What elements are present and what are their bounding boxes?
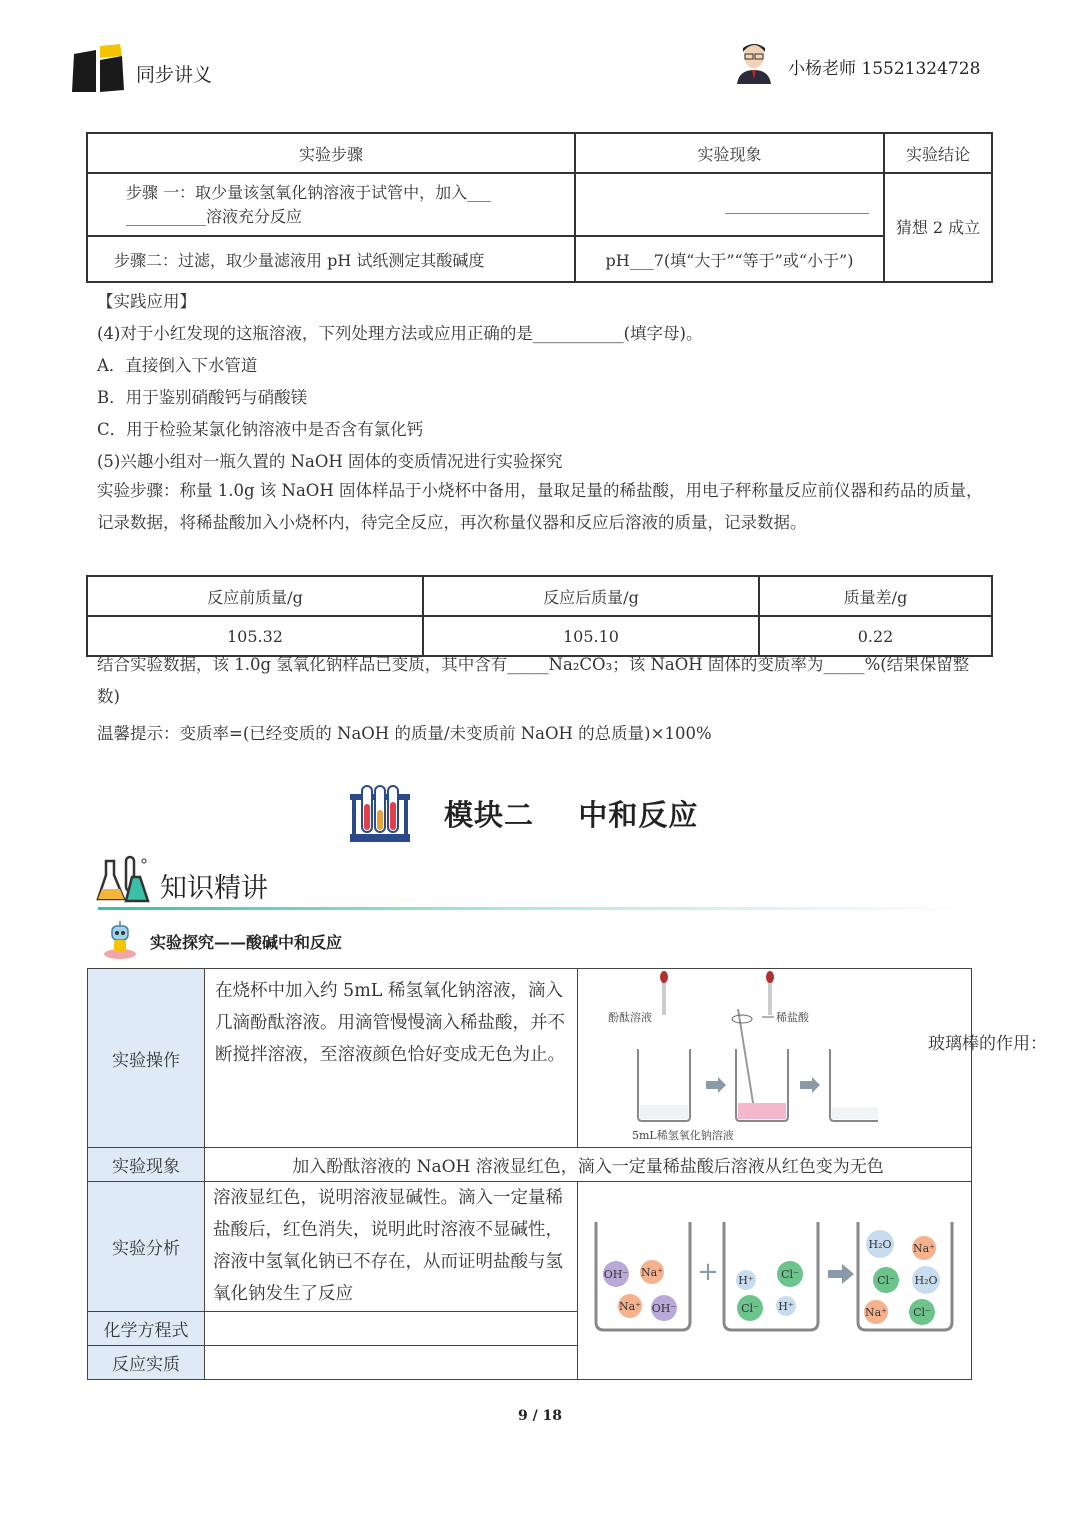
arrow-icon	[828, 1264, 854, 1284]
ion-reaction-diagram	[578, 1182, 968, 1378]
module-title: 模块二 中和反应	[444, 798, 699, 832]
naoh-solution-label: 5mL稀氢氧化钠溶液	[632, 1129, 734, 1142]
phenolphthalein-label: 酚酞溶液	[608, 1011, 652, 1024]
ion-oh: OH⁻	[651, 1302, 677, 1315]
phenomenon-label: 实验现象	[88, 1148, 205, 1182]
step-one: 步骤 一：取少量该氢氧化钠溶液于试管中，加入___ __________溶液充分反应	[87, 173, 575, 236]
equation-blank	[205, 1312, 578, 1346]
molecule-h2o: H₂O	[868, 1238, 892, 1251]
page-number: 9 / 18	[517, 1408, 563, 1424]
ion-na: Na⁺	[619, 1300, 641, 1313]
section-divider	[98, 907, 968, 910]
beaker-procedure-figure	[578, 969, 878, 1147]
ion-h: H⁺	[778, 1300, 794, 1313]
section-title: 知识精讲	[160, 873, 268, 904]
experiment-steps-text: 实验步骤：称量 1.0g 该 NaOH 固体样品于小烧杯中备用，量取足量的稀盐酸，用电子秤称量反应前仪器和药品的质量，记录数据，将稀盐酸加入小烧杯内，待完全反应，再次称量仪器和反应后溶液的质量，记录数据。	[97, 481, 983, 532]
ion-cl: Cl⁻	[877, 1274, 895, 1287]
ion-cl: Cl⁻	[781, 1268, 799, 1281]
molecule-h2o: H₂O	[914, 1274, 938, 1287]
equation-label: 化学方程式	[88, 1312, 205, 1346]
operation-text: 在烧杯中加入约 5mL 稀氢氧化钠溶液，滴入几滴酚酞溶液。用滴管慢慢滴入稀盐酸，并不断搅拌溶液，至溶液颜色恰好变成无色为止。	[205, 969, 578, 1148]
conclusion-cell: 猜想 2 成立	[884, 173, 992, 282]
hint-text: 温馨提示：变质率=(已经变质的 NaOH 的质量/未变质前 NaOH 的总质量)×100%	[97, 724, 712, 743]
test-tube-rack-icon	[348, 780, 412, 844]
option-a: A．直接倒入下水管道	[97, 356, 258, 375]
essence-blank	[205, 1346, 578, 1380]
operation-label: 实验操作	[88, 969, 205, 1148]
mass-before-header: 反应前质量/g	[87, 576, 423, 616]
subsection-title: 实验探究——酸碱中和反应	[150, 933, 343, 952]
practice-heading: 【实践应用】	[97, 292, 196, 311]
conclusion-text: 结合实验数据，该 1.0g 氢氧化钠样品已变质，其中含有_____Na₂CO₃；该 NaOH 固体的变质率为_____%(结果保留整数)	[97, 655, 970, 706]
mass-after-value: 105.10	[423, 616, 759, 656]
option-b: B．用于鉴别硝酸钙与硝酸镁	[97, 388, 308, 407]
step-one-phenomenon: __________________	[575, 173, 884, 236]
mass-after-header: 反应后质量/g	[423, 576, 759, 616]
neutralization-table	[87, 968, 1047, 1380]
analysis-label: 实验分析	[88, 1182, 205, 1312]
ion-na: Na⁺	[913, 1242, 935, 1255]
ion-na: Na⁺	[865, 1306, 887, 1319]
teacher-contact: 小杨老师 15521324728	[788, 59, 981, 79]
question-5: (5)兴趣小组对一瓶久置的 NaOH 固体的变质情况进行实验探究	[97, 452, 563, 471]
mass-diff-header: 质量差/g	[759, 576, 992, 616]
ion-na: Na⁺	[641, 1266, 663, 1279]
flask-icon	[96, 855, 156, 907]
ion-h: H⁺	[738, 1274, 754, 1287]
ion-cl: Cl⁻	[913, 1306, 931, 1319]
robot-experiment-icon	[102, 920, 138, 960]
hydrochloric-acid-label: 稀盐酸	[776, 1011, 809, 1024]
step-two: 步骤二：过滤，取少量滤液用 pH 试纸测定其酸碱度	[87, 236, 575, 282]
analysis-text: 溶液显红色，说明溶液显碱性。滴入一定量稀盐酸后，红色消失，说明此时溶液不显碱性，溶液中氢氧化钠已不存在，从而证明盐酸与氢氧化钠发生了反应	[205, 1182, 578, 1312]
header-conclusion: 实验结论	[884, 133, 992, 173]
mass-before-value: 105.32	[87, 616, 423, 656]
step-two-phenomenon: pH___7(填“大于”“等于”或“小于”)	[575, 236, 884, 282]
essence-label: 反应实质	[88, 1346, 205, 1380]
mass-data-table	[86, 575, 993, 657]
header-steps: 实验步骤	[87, 133, 575, 173]
question-4: (4)对于小红发现的这瓶溶液，下列处理方法或应用正确的是___________(填字母)。	[97, 324, 703, 343]
plus-icon: +	[697, 1257, 719, 1287]
option-c: C．用于检验某氯化钠溶液中是否含有氯化钙	[97, 420, 424, 439]
glass-rod-question: 玻璃棒的作用：	[928, 1034, 1047, 1054]
ion-cl: Cl⁻	[741, 1302, 759, 1315]
teacher-avatar-icon	[733, 40, 775, 84]
brand-logo-icon	[70, 44, 126, 94]
experiment-steps-table	[86, 132, 993, 283]
ion-oh: OH⁻	[603, 1268, 629, 1281]
mass-diff-value: 0.22	[759, 616, 992, 656]
brand-name: 同步讲义	[136, 64, 213, 86]
header-phenomenon: 实验现象	[575, 133, 884, 173]
phenomenon-text: 加入酚酞溶液的 NaOH 溶液显红色，滴入一定量稀盐酸后溶液从红色变为无色	[205, 1148, 972, 1182]
